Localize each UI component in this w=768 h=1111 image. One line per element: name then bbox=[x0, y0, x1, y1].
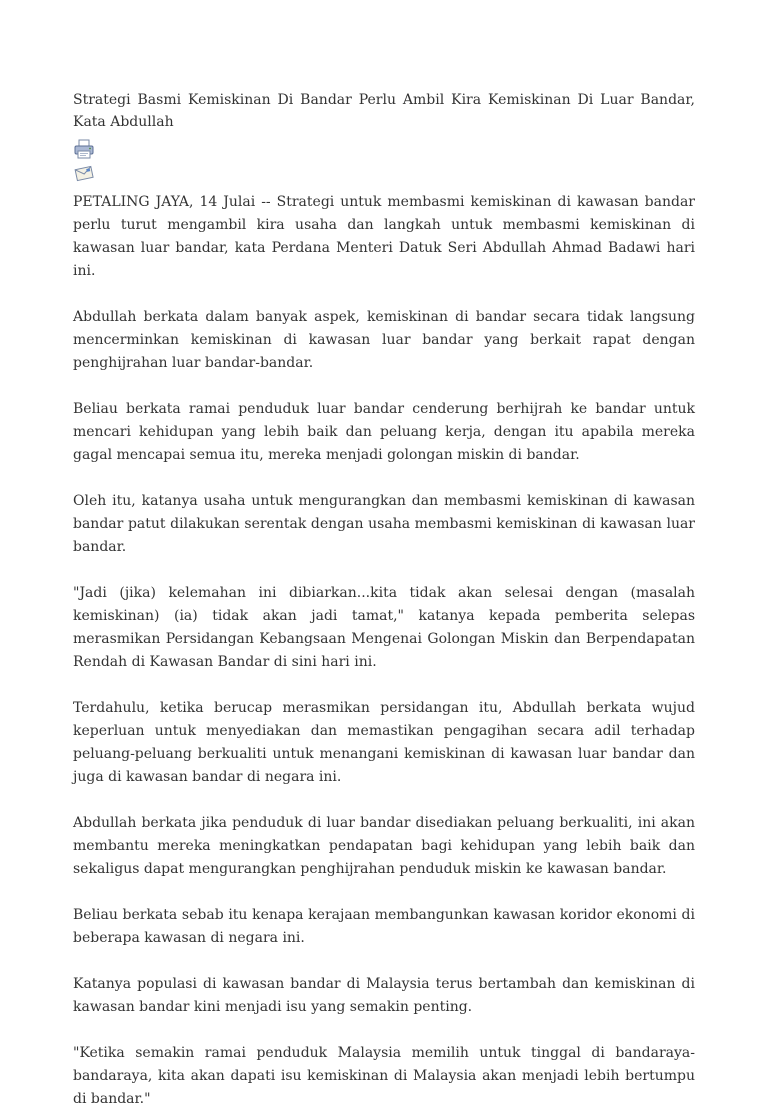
article-title: Strategi Basmi Kemiskinan Di Bandar Perlu Ambil Kira Kemiskinan Di Luar Bandar, Kata Abdullah bbox=[73, 92, 695, 130]
article-tools bbox=[73, 139, 695, 183]
article-paragraph: Abdullah berkata jika penduduk di luar bandar disediakan peluang berkualiti, ini akan membantu mereka meningkatkan pendapatan bagi kehidupan yang lebih baik dan sekaligus dapat mengurangkan penghijrahan penduduk miskin ke kawasan bandar. bbox=[73, 815, 695, 877]
email-icon[interactable] bbox=[73, 163, 95, 183]
article-paragraph: "Jadi (jika) kelemahan ini dibiarkan...kita tidak akan selesai dengan (masalah kemiskinan) (ia) tidak akan jadi tamat," katanya kepada pemberita selepas merasmikan Persidangan Kebangsaan Mengenai Golongan Miskin dan Berpendapatan Rendah di Kawasan Bandar di sini hari ini. bbox=[73, 585, 695, 670]
article-paragraph: Beliau berkata ramai penduduk luar bandar cenderung berhijrah ke bandar untuk mencari kehidupan yang lebih baik dan peluang kerja, dengan itu apabila mereka gagal mencapai semua itu, mereka menjadi golongan miskin di bandar. bbox=[73, 401, 695, 463]
article-paragraph: "Ketika semakin ramai penduduk Malaysia memilih untuk tinggal di bandaraya-bandaraya, kita akan dapati isu kemiskinan di Malaysia akan menjadi lebih bertumpu di bandar." bbox=[73, 1045, 695, 1107]
article-paragraph: Katanya populasi di kawasan bandar di Malaysia terus bertambah dan kemiskinan di kawasan bandar kini menjadi isu yang semakin penting. bbox=[73, 976, 695, 1015]
article-paragraph: Oleh itu, katanya usaha untuk mengurangkan dan membasmi kemiskinan di kawasan bandar patut dilakukan serentak dengan usaha membasmi kemiskinan di kawasan luar bandar. bbox=[73, 493, 695, 555]
article-paragraph: Beliau berkata sebab itu kenapa kerajaan membangunkan kawasan koridor ekonomi di beberapa kawasan di negara ini. bbox=[73, 907, 695, 946]
article-paragraph: PETALING JAYA, 14 Julai -- Strategi untuk membasmi kemiskinan di kawasan bandar perlu turut mengambil kira usaha dan langkah untuk membasmi kemiskinan di kawasan luar bandar, kata Perdana Menteri Datuk Seri Abdullah Ahmad Badawi hari ini. bbox=[73, 194, 695, 279]
print-icon[interactable] bbox=[73, 139, 95, 159]
article-body bbox=[73, 191, 695, 1111]
article-paragraph: Terdahulu, ketika berucap merasmikan persidangan itu, Abdullah berkata wujud keperluan untuk menyediakan dan memastikan pengagihan secara adil terhadap peluang-peluang berkualiti untuk menangani kemiskinan di kawasan luar bandar dan juga di kawasan bandar di negara ini. bbox=[73, 700, 695, 785]
article-paragraph: Abdullah berkata dalam banyak aspek, kemiskinan di bandar secara tidak langsung mencerminkan kemiskinan di kawasan luar bandar yang berkait rapat dengan penghijrahan luar bandar-bandar. bbox=[73, 309, 695, 371]
